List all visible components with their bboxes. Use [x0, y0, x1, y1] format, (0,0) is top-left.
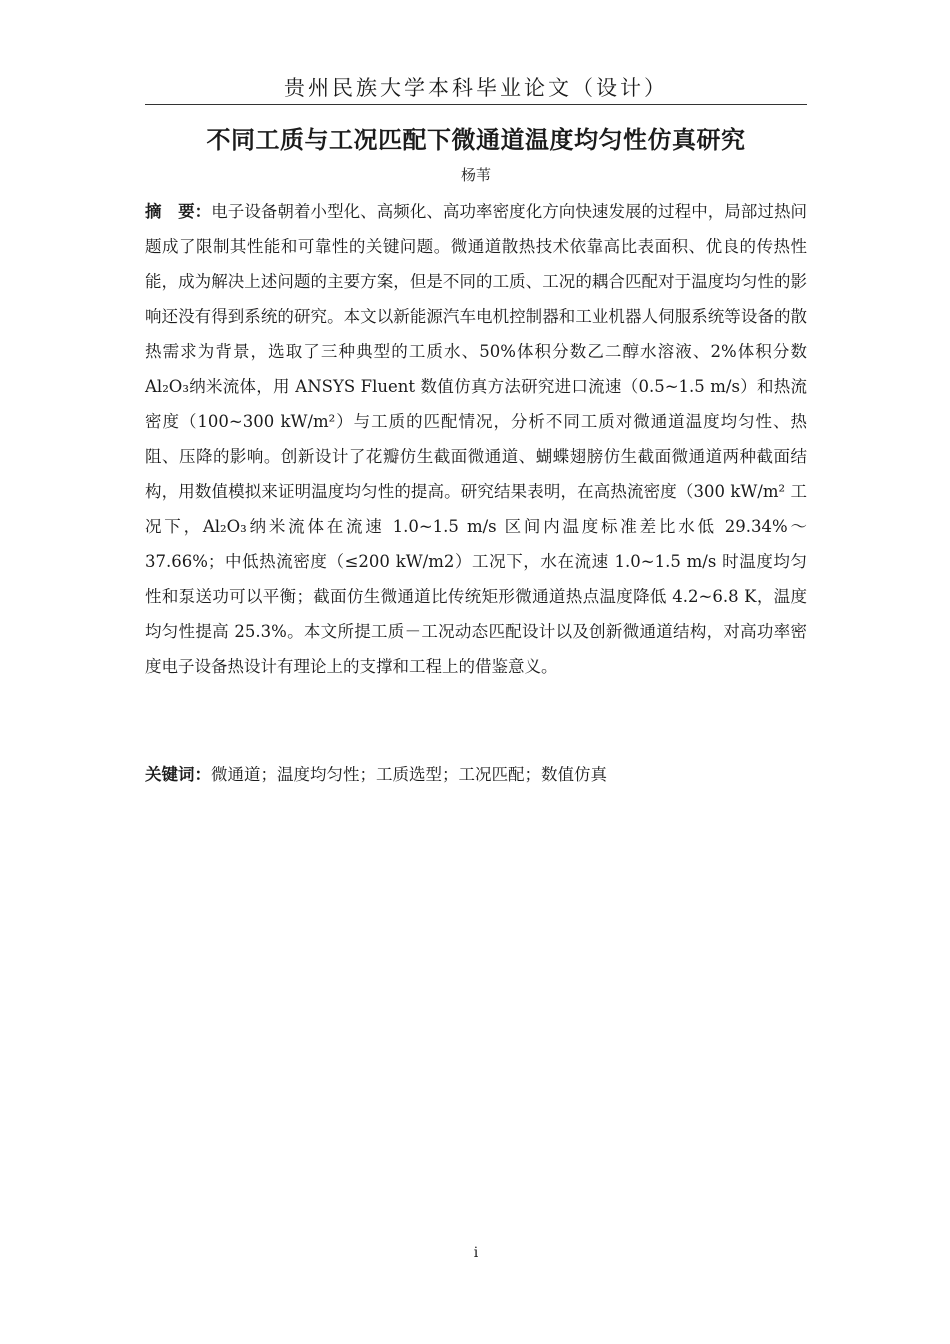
keywords-text: 微通道；温度均匀性；工质选型；工况匹配；数值仿真 — [211, 765, 607, 784]
keywords-label: 关键词： — [145, 765, 211, 784]
abstract-section — [145, 194, 807, 684]
abstract-text: 电子设备朝着小型化、高频化、高功率密度化方向快速发展的过程中，局部过热问题成了限制其性能和可靠性的关键问题。微通道散热技术依靠高比表面积、优良的传热性能，成为解决上述问题的主要方案，但是不同的工质、工况的耦合匹配对于温度均匀性的影响还没有得到系统的研究。本文以新能源汽车电机控制器和工业机器人伺服系统等设备的散热需求为背景，选取了三种典型的工质水、50%体积分数乙二醇水溶液、2%体积分数 Al₂O₃纳米流体，用 ANSYS Fluent 数值仿真方法研究进口流速（0.5~1.5 m/s）和热流密度（100~300 kW/m²）与工质的匹配情况，分析不同工质对微通道温度均匀性、热阻、压降的影响。创新设计了花瓣仿生截面微通道、蝴蝶翅膀仿生截面微通道两种截面结构，用数值模拟来证明温度均匀性的提高。研究结果表明，在高热流密度（300 kW/m² 工况下，Al₂O₃纳米流体在流速 1.0~1.5 m/s 区间内温度标准差比水低 29.34%～37.66%；中低热流密度（≤200 kW/m2）工况下，水在流速 1.0~1.5 m/s 时温度均匀性和泵送功可以平衡；截面仿生微通道比传统矩形微通道热点温度降低 4.2~6.8 K，温度均匀性提高 25.3%。本文所提工质－工况动态匹配设计以及创新微通道结构，对高功率密度电子设备热设计有理论上的支撑和工程上的借鉴意义。 — [145, 202, 808, 676]
header-divider — [145, 104, 807, 105]
keywords-section — [145, 757, 807, 792]
running-header: 贵州民族大学本科毕业论文（设计） — [284, 76, 668, 100]
paper-title: 不同工质与工况匹配下微通道温度均匀性仿真研究 — [206, 126, 746, 154]
page-number: i — [473, 1245, 479, 1261]
author-name: 杨苇 — [460, 166, 491, 184]
abstract-label: 摘 要： — [145, 202, 212, 221]
